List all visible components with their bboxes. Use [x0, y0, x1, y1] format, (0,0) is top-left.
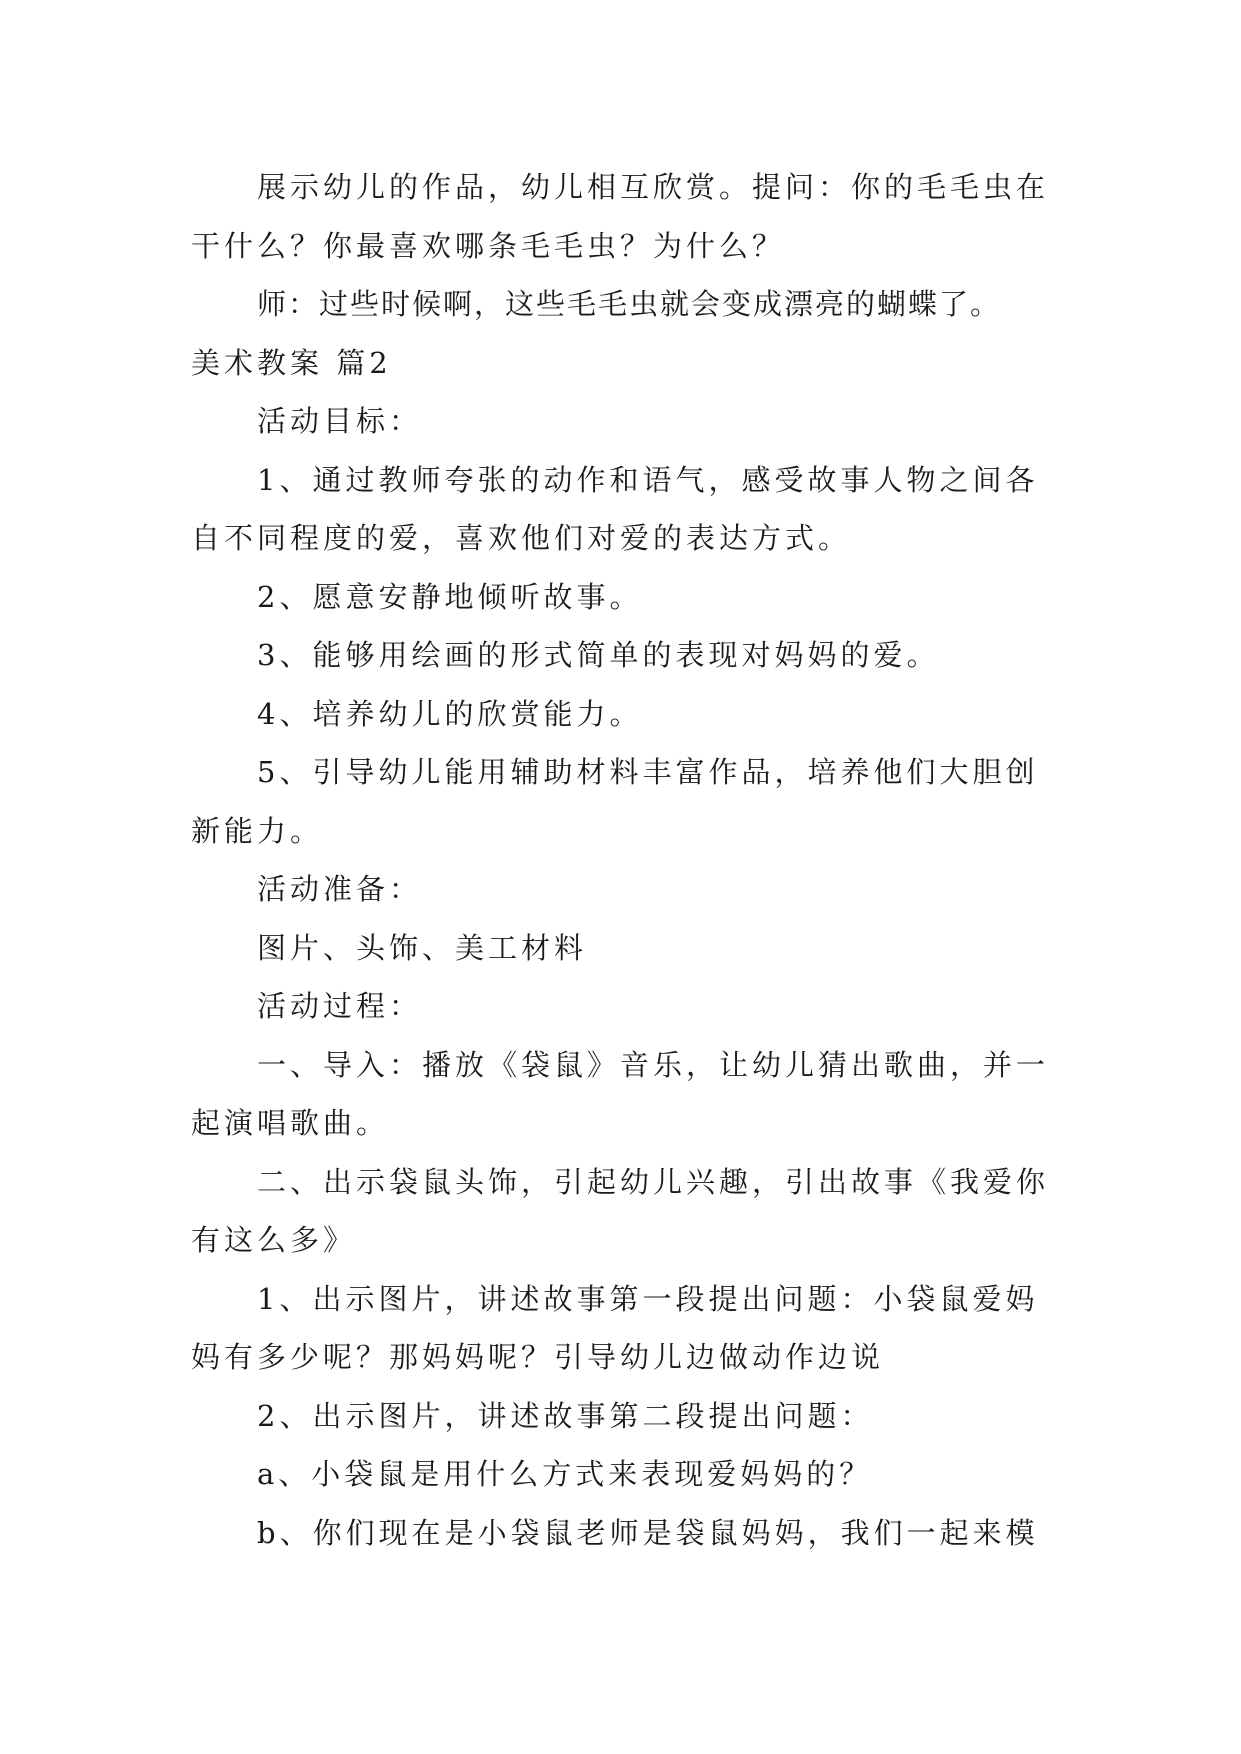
paragraph-step-intro: 一、导入：播放《袋鼠》音乐，让幼儿猜出歌曲，并一起演唱歌曲。 — [191, 1047, 1050, 1140]
paragraph-display-works: 展示幼儿的作品，幼儿相互欣赏。提问：你的毛毛虫在干什么？你最喜欢哪条毛毛虫？为什么？ — [191, 170, 1050, 263]
paragraph-substep-1: 1、出示图片，讲述故事第一段提出问题：小袋鼠爱妈妈有多少呢？那妈妈呢？引导幼儿边做动作边说 — [191, 1281, 1039, 1374]
paragraph-goal-2: 2、愿意安静地倾听故事。 — [257, 579, 643, 614]
paragraph-preparation-items: 图片、头饰、美工材料 — [257, 930, 588, 965]
paragraph-goal-1: 1、通过教师夸张的动作和语气，感受故事人物之间各自不同程度的爱，喜欢他们对爱的表达方式。 — [191, 462, 1039, 555]
section-heading: 美术教案 篇2 — [191, 345, 392, 380]
paragraph-goal-4: 4、培养幼儿的欣赏能力。 — [257, 696, 643, 731]
paragraph-substep-2: 2、出示图片，讲述故事第二段提出问题： — [257, 1398, 874, 1433]
paragraph-process-heading: 活动过程： — [257, 989, 423, 1023]
paragraph-teacher-butterfly: 师：过些时候啊，这些毛毛虫就会变成漂亮的蝴蝶了。 — [257, 287, 1002, 321]
paragraph-goal-5: 5、引导幼儿能用辅助材料丰富作品，培养他们大胆创新能力。 — [191, 755, 1039, 848]
paragraph-goal-3: 3、能够用绘画的形式简单的表现对妈妈的爱。 — [257, 638, 940, 672]
paragraph-preparation-heading: 活动准备： — [257, 872, 423, 906]
paragraph-question-b: b、你们现在是小袋鼠老师是袋鼠妈妈，我们一起来模 — [257, 1515, 1039, 1550]
document-page — [191, 158, 1051, 1562]
paragraph-question-a: a、小袋鼠是用什么方式来表现爱妈妈的？ — [257, 1457, 873, 1491]
paragraph-goals-heading: 活动目标： — [257, 404, 423, 438]
paragraph-step-headwear: 二、出示袋鼠头饰，引起幼儿兴趣，引出故事《我爱你有这么多》 — [191, 1164, 1050, 1257]
